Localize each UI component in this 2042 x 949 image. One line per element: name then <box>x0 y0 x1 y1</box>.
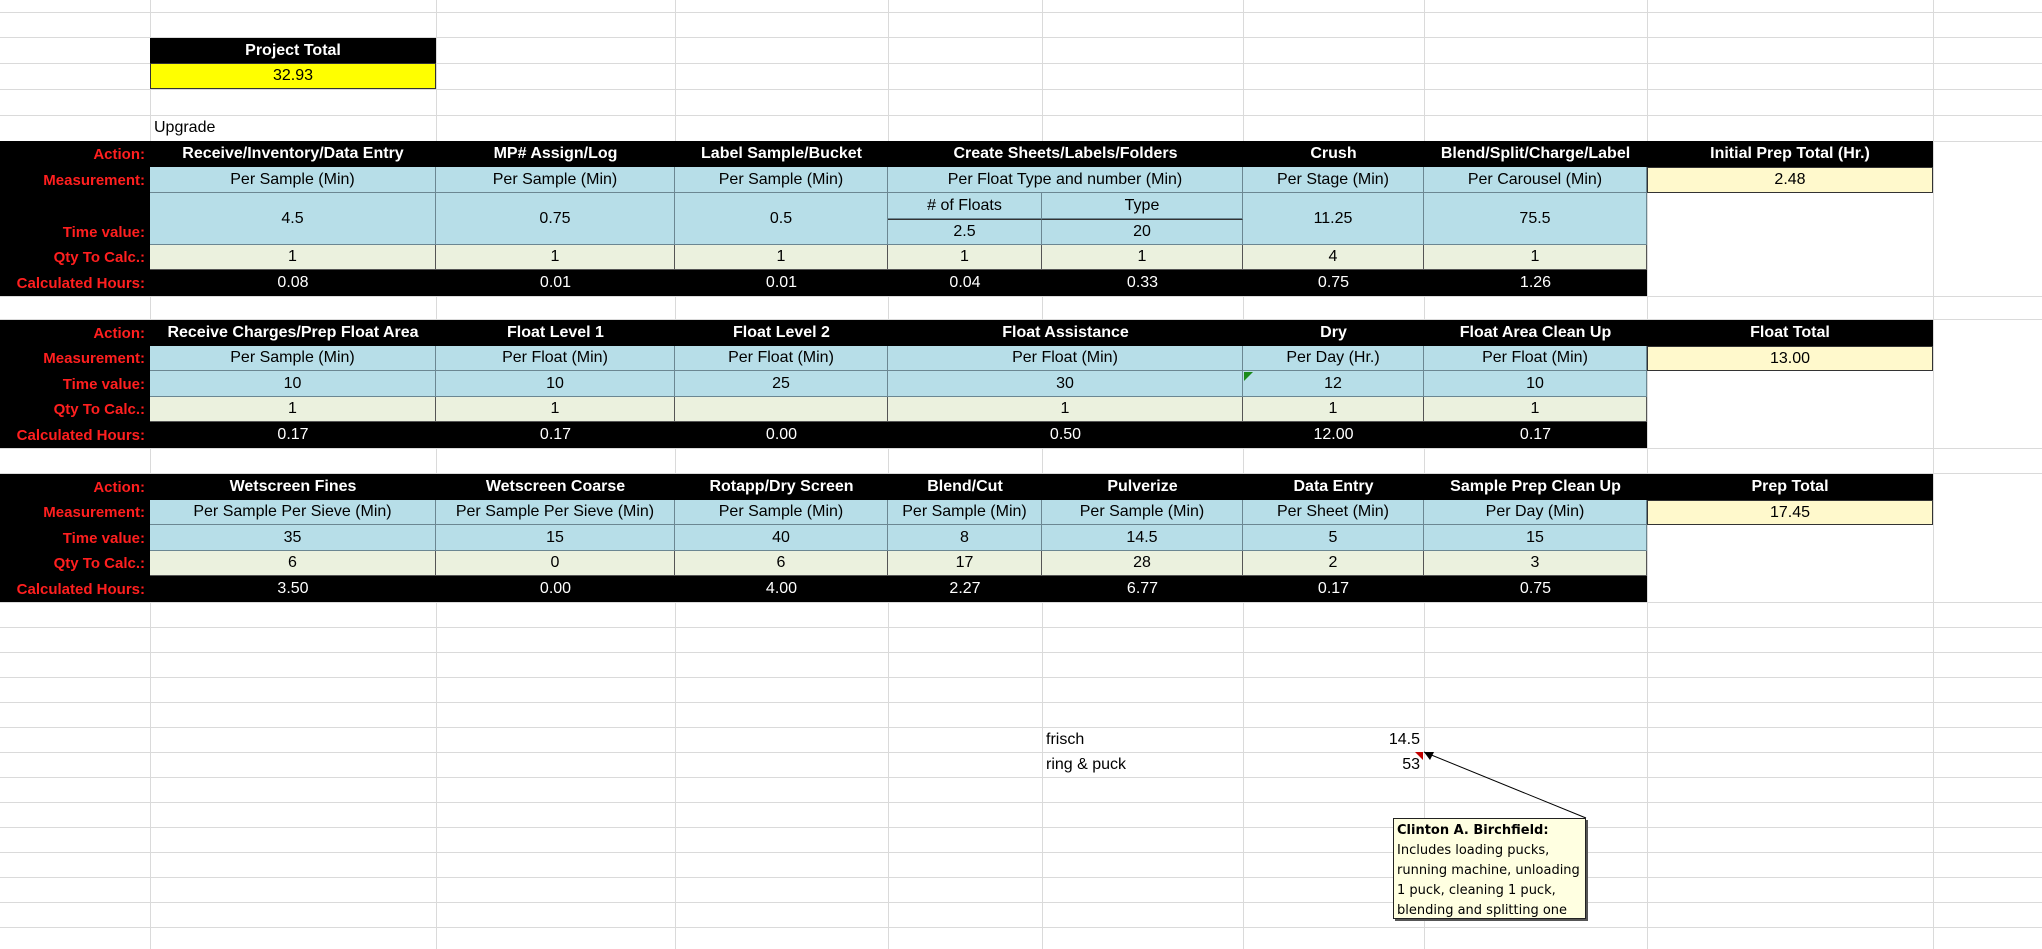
qty-cell[interactable]: 1 <box>436 245 675 270</box>
comment-line: Includes loading pucks, <box>1397 843 1550 858</box>
hours-cell[interactable]: 0.75 <box>1424 576 1647 602</box>
time-value-cell[interactable]: 4.5 <box>150 193 436 245</box>
measurement-cell[interactable]: Per Float (Min) <box>675 346 888 371</box>
time-value-cell[interactable]: 15 <box>436 525 675 551</box>
action-header[interactable]: Create Sheets/Labels/Folders <box>888 141 1243 167</box>
time-value-cell[interactable]: 35 <box>150 525 436 551</box>
action-header[interactable]: MP# Assign/Log <box>436 141 675 167</box>
measurement-cell[interactable]: Per Stage (Min) <box>1243 167 1424 193</box>
section-total-value[interactable]: 2.48 <box>1647 167 1933 193</box>
hours-cell[interactable]: 0.17 <box>150 422 436 448</box>
action-header[interactable]: Label Sample/Bucket <box>675 141 888 167</box>
qty-cell[interactable]: 4 <box>1243 245 1424 270</box>
action-header[interactable]: Rotapp/Dry Screen <box>675 474 888 500</box>
hours-cell[interactable]: 0.17 <box>1424 422 1647 448</box>
qty-cell[interactable]: 1 <box>1424 245 1647 270</box>
hours-cell[interactable]: 0.17 <box>436 422 675 448</box>
hours-cell[interactable]: 0.50 <box>888 422 1243 448</box>
project-total-title[interactable]: Project Total <box>150 38 436 63</box>
label-calculated-hours: Calculated Hours: <box>0 576 150 602</box>
hours-cell[interactable]: 3.50 <box>150 576 436 602</box>
measurement-cell[interactable]: Per Day (Hr.) <box>1243 346 1424 371</box>
hours-cell[interactable]: 0.33 <box>1042 270 1243 296</box>
comment-connector-line <box>1424 752 1586 818</box>
comment-author: Clinton A. Birchfield: <box>1397 823 1549 838</box>
qty-cell[interactable]: 1 <box>150 397 436 422</box>
action-header[interactable]: Receive/Inventory/Data Entry <box>150 141 436 167</box>
action-header[interactable]: Sample Prep Clean Up <box>1424 474 1647 500</box>
action-header[interactable]: Pulverize <box>1042 474 1243 500</box>
note-label[interactable]: frisch <box>1046 731 1085 748</box>
note-label[interactable]: ring & puck <box>1046 756 1127 773</box>
action-header[interactable]: Float Area Clean Up <box>1424 320 1647 346</box>
section-total-title[interactable]: Float Total <box>1647 320 1933 346</box>
qty-cell[interactable]: 2 <box>1243 551 1424 576</box>
label-time-value: Time value: <box>0 193 150 245</box>
section-total-value[interactable]: 17.45 <box>1647 500 1933 525</box>
time-value-cell[interactable]: 14.5 <box>1042 525 1243 551</box>
measurement-cell[interactable]: Per Sample (Min) <box>1042 500 1243 525</box>
time-value-cell[interactable]: 8 <box>888 525 1042 551</box>
section-total-title[interactable]: Initial Prep Total (Hr.) <box>1647 141 1933 167</box>
label-qty: Qty To Calc.: <box>0 551 150 576</box>
floats-type-value[interactable]: 20 <box>1042 219 1243 245</box>
time-value-cell[interactable]: 0.75 <box>436 193 675 245</box>
note-value[interactable]: 14.5 <box>1388 731 1420 748</box>
measurement-cell[interactable]: Per Float Type and number (Min) <box>888 167 1243 193</box>
hours-cell[interactable]: 0.01 <box>675 270 888 296</box>
action-header[interactable]: Blend/Cut <box>888 474 1042 500</box>
measurement-cell[interactable]: Per Sheet (Min) <box>1243 500 1424 525</box>
time-value-cell[interactable]: 5 <box>1243 525 1424 551</box>
action-header[interactable]: Receive Charges/Prep Float Area <box>150 320 436 346</box>
measurement-cell[interactable]: Per Sample (Min) <box>675 500 888 525</box>
action-header[interactable]: Blend/Split/Charge/Label <box>1424 141 1647 167</box>
time-value-cell[interactable]: 10 <box>1424 371 1647 397</box>
time-value-cell[interactable]: 10 <box>150 371 436 397</box>
time-value-cell[interactable]: 25 <box>675 371 888 397</box>
qty-cell[interactable]: 1 <box>888 397 1243 422</box>
time-value-cell[interactable]: 15 <box>1424 525 1647 551</box>
label-measurement: Measurement: <box>0 346 150 371</box>
hours-cell[interactable]: 12.00 <box>1243 422 1424 448</box>
measurement-cell[interactable]: Per Carousel (Min) <box>1424 167 1647 193</box>
label-action: Action: <box>0 474 150 500</box>
label-qty: Qty To Calc.: <box>0 397 150 422</box>
action-header[interactable]: Wetscreen Fines <box>150 474 436 500</box>
hours-cell[interactable]: 0.17 <box>1243 576 1424 602</box>
measurement-cell[interactable]: Per Sample (Min) <box>150 167 436 193</box>
time-value-cell[interactable]: 40 <box>675 525 888 551</box>
time-value-cell[interactable]: 12 <box>1243 371 1424 397</box>
measurement-cell[interactable]: Per Sample (Min) <box>150 346 436 371</box>
comment-line: blending and splitting one <box>1397 903 1568 918</box>
project-total-value[interactable]: 32.93 <box>150 63 436 89</box>
label-action: Action: <box>0 141 150 167</box>
hours-cell[interactable]: 0.08 <box>150 270 436 296</box>
qty-cell[interactable]: 1 <box>888 245 1042 270</box>
time-value-cell[interactable]: 11.25 <box>1243 193 1424 245</box>
hours-cell[interactable]: 2.27 <box>888 576 1042 602</box>
section-total-value[interactable]: 13.00 <box>1647 346 1933 371</box>
action-header[interactable]: Float Level 1 <box>436 320 675 346</box>
hours-cell[interactable]: 0.00 <box>436 576 675 602</box>
label-measurement: Measurement: <box>0 500 150 525</box>
qty-cell[interactable]: 1 <box>675 245 888 270</box>
action-header[interactable]: Wetscreen Coarse <box>436 474 675 500</box>
floats-count-label[interactable]: # of Floats <box>888 193 1042 219</box>
qty-cell[interactable]: 3 <box>1424 551 1647 576</box>
label-time-value: Time value: <box>0 371 150 397</box>
measurement-cell[interactable]: Per Float (Min) <box>888 346 1243 371</box>
comment-line: 1 puck, cleaning 1 puck, <box>1397 883 1556 898</box>
hours-cell[interactable]: 0.04 <box>888 270 1042 296</box>
note-value[interactable]: 53 <box>1402 756 1420 773</box>
action-header[interactable]: Float Assistance <box>888 320 1243 346</box>
label-qty: Qty To Calc.: <box>0 245 150 270</box>
qty-cell[interactable]: 17 <box>888 551 1042 576</box>
upgrade-label[interactable]: Upgrade <box>154 119 216 136</box>
time-value-cell[interactable]: 10 <box>436 371 675 397</box>
label-action: Action: <box>0 320 150 346</box>
label-time-value: Time value: <box>0 525 150 551</box>
measurement-cell[interactable]: Per Sample (Min) <box>436 167 675 193</box>
measurement-cell[interactable]: Per Sample Per Sieve (Min) <box>436 500 675 525</box>
comment-line: running machine, unloading <box>1397 863 1580 878</box>
measurement-cell[interactable]: Per Sample (Min) <box>888 500 1042 525</box>
hours-cell[interactable]: 0.01 <box>436 270 675 296</box>
qty-cell[interactable]: 1 <box>150 245 436 270</box>
time-value-cell[interactable]: 0.5 <box>675 193 888 245</box>
measurement-cell[interactable]: Per Sample Per Sieve (Min) <box>150 500 436 525</box>
floats-type-label[interactable]: Type <box>1042 193 1243 219</box>
label-calculated-hours: Calculated Hours: <box>0 270 150 296</box>
action-header[interactable]: Crush <box>1243 141 1424 167</box>
measurement-cell[interactable]: Per Day (Min) <box>1424 500 1647 525</box>
hours-cell[interactable]: 1.26 <box>1424 270 1647 296</box>
hours-cell[interactable]: 6.77 <box>1042 576 1243 602</box>
qty-cell[interactable]: 28 <box>1042 551 1243 576</box>
qty-cell[interactable]: 1 <box>1243 397 1424 422</box>
measurement-cell[interactable]: Per Sample (Min) <box>675 167 888 193</box>
hours-cell[interactable]: 4.00 <box>675 576 888 602</box>
label-calculated-hours: Calculated Hours: <box>0 422 150 448</box>
qty-cell[interactable]: 0 <box>436 551 675 576</box>
qty-cell[interactable]: 1 <box>1042 245 1243 270</box>
time-value-cell[interactable]: 75.5 <box>1424 193 1647 245</box>
label-measurement: Measurement: <box>0 167 150 193</box>
action-header[interactable]: Float Level 2 <box>675 320 888 346</box>
comment-box[interactable] <box>1393 818 1586 919</box>
qty-cell[interactable]: 1 <box>1424 397 1647 422</box>
measurement-cell[interactable]: Per Float (Min) <box>1424 346 1647 371</box>
hours-cell[interactable]: 0.75 <box>1243 270 1424 296</box>
section-total-title[interactable]: Prep Total <box>1647 474 1933 500</box>
action-header[interactable]: Data Entry <box>1243 474 1424 500</box>
floats-count-value[interactable]: 2.5 <box>888 219 1042 245</box>
hours-cell[interactable]: 0.00 <box>675 422 888 448</box>
qty-cell[interactable]: 1 <box>436 397 675 422</box>
action-header[interactable]: Dry <box>1243 320 1424 346</box>
qty-cell[interactable]: 6 <box>675 551 888 576</box>
time-value-cell[interactable]: 30 <box>888 371 1243 397</box>
measurement-cell[interactable]: Per Float (Min) <box>436 346 675 371</box>
qty-cell[interactable]: 6 <box>150 551 436 576</box>
